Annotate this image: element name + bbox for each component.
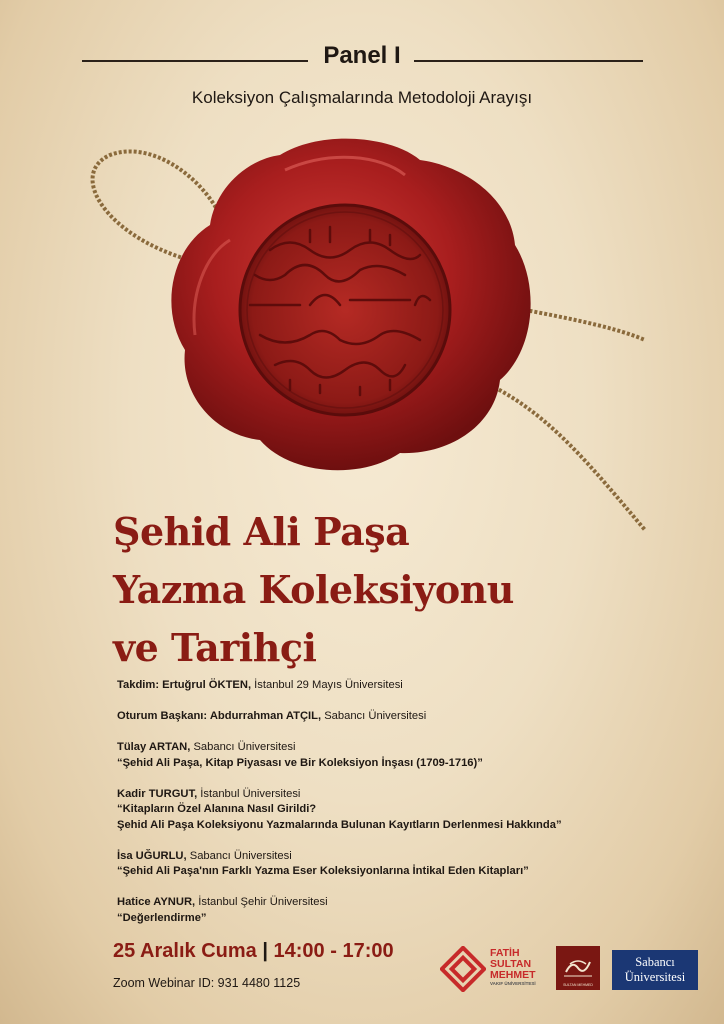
takdim [117, 678, 707, 694]
sabanci-line-1: Sabancı [635, 955, 675, 969]
talk-title: “Şehid Ali Paşa'nın Farklı Yazma Eser Koleksiyonlarına İntikal Eden Kitapları” [117, 865, 529, 877]
speaker-name: Tülay ARTAN, [117, 741, 191, 753]
talk-title: “Şehid Ali Paşa, Kitap Piyasası ve Bir Koleksiyon İnşası (1709-1716)” [117, 756, 483, 769]
fsm-line-1: FATİH [490, 947, 520, 959]
speaker-name: Hatice AYNUR, [117, 896, 196, 908]
fsm-line-2: SULTAN [490, 958, 532, 970]
speaker-name: Kadir TURGUT, [117, 787, 198, 800]
wax-seal-icon [70, 135, 660, 540]
talk-title: “Kitapların Özel Alanına Nasıl Girildi? [117, 803, 317, 815]
panel-subtitle: Koleksiyon Çalışmalarında Metodoloji Arayışı [191, 88, 533, 107]
speaker-affiliation: Sabancı Üniversitesi [189, 849, 292, 862]
fsm-emblem-icon [440, 946, 486, 992]
speaker-affiliation: İstanbul Üniversitesi [200, 787, 301, 800]
speaker-affiliation: İstanbul Şehir Üniversitesi [198, 896, 328, 908]
panel-label: Panel I [323, 42, 401, 69]
title-line-3: ve Tarihçi [113, 625, 317, 670]
event-date: 25 Aralık Cuma [113, 940, 257, 962]
sultan-mehmed-logo [556, 946, 600, 990]
fsm-line-4: VAKIF ÜNİVERSİTESİ [490, 981, 536, 986]
title-line-2: Yazma Koleksiyonu [113, 567, 514, 612]
speaker [117, 787, 707, 834]
sabanci-line-2: Üniversitesi [624, 970, 686, 984]
program-list [117, 678, 707, 942]
sabanci-university-logo [612, 950, 698, 990]
speaker [117, 740, 707, 771]
talk-title: “Değerlendirme” [117, 911, 207, 924]
fsm-line-3: MEHMET [490, 969, 536, 981]
event-datetime [113, 940, 394, 963]
takdim-label: Takdim: Ertuğrul ÖKTEN, [117, 679, 252, 691]
takdim-affiliation: İstanbul 29 Mayıs Üniversitesi [254, 679, 403, 691]
title-line-1: Şehid Ali Paşa [113, 509, 410, 554]
session-chair [117, 709, 707, 725]
chair-label: Oturum Başkanı: Abdurrahman ATÇIL, [117, 710, 322, 722]
fsm-wordmark [490, 948, 536, 987]
speaker-affiliation: Sabancı Üniversitesi [193, 741, 296, 753]
datetime-separator: | [262, 940, 268, 962]
speaker-name: İsa UĞURLU, [117, 849, 187, 862]
sultan-mehmed-text: SULTAN MEHMED [563, 983, 593, 987]
chair-affiliation: Sabancı Üniversitesi [324, 710, 427, 722]
speaker [117, 895, 707, 926]
talk-title-cont: Şehid Ali Paşa Koleksiyonu Yazmalarında Bulunan Kayıtların Derlenmesi Hakkında” [117, 818, 562, 831]
zoom-webinar-id: Zoom Webinar ID: 931 4480 1125 [113, 976, 301, 990]
fsm-university-logo [440, 944, 548, 992]
event-time: 14:00 - 17:00 [273, 940, 394, 962]
event-title [113, 503, 673, 677]
speaker [117, 849, 707, 880]
